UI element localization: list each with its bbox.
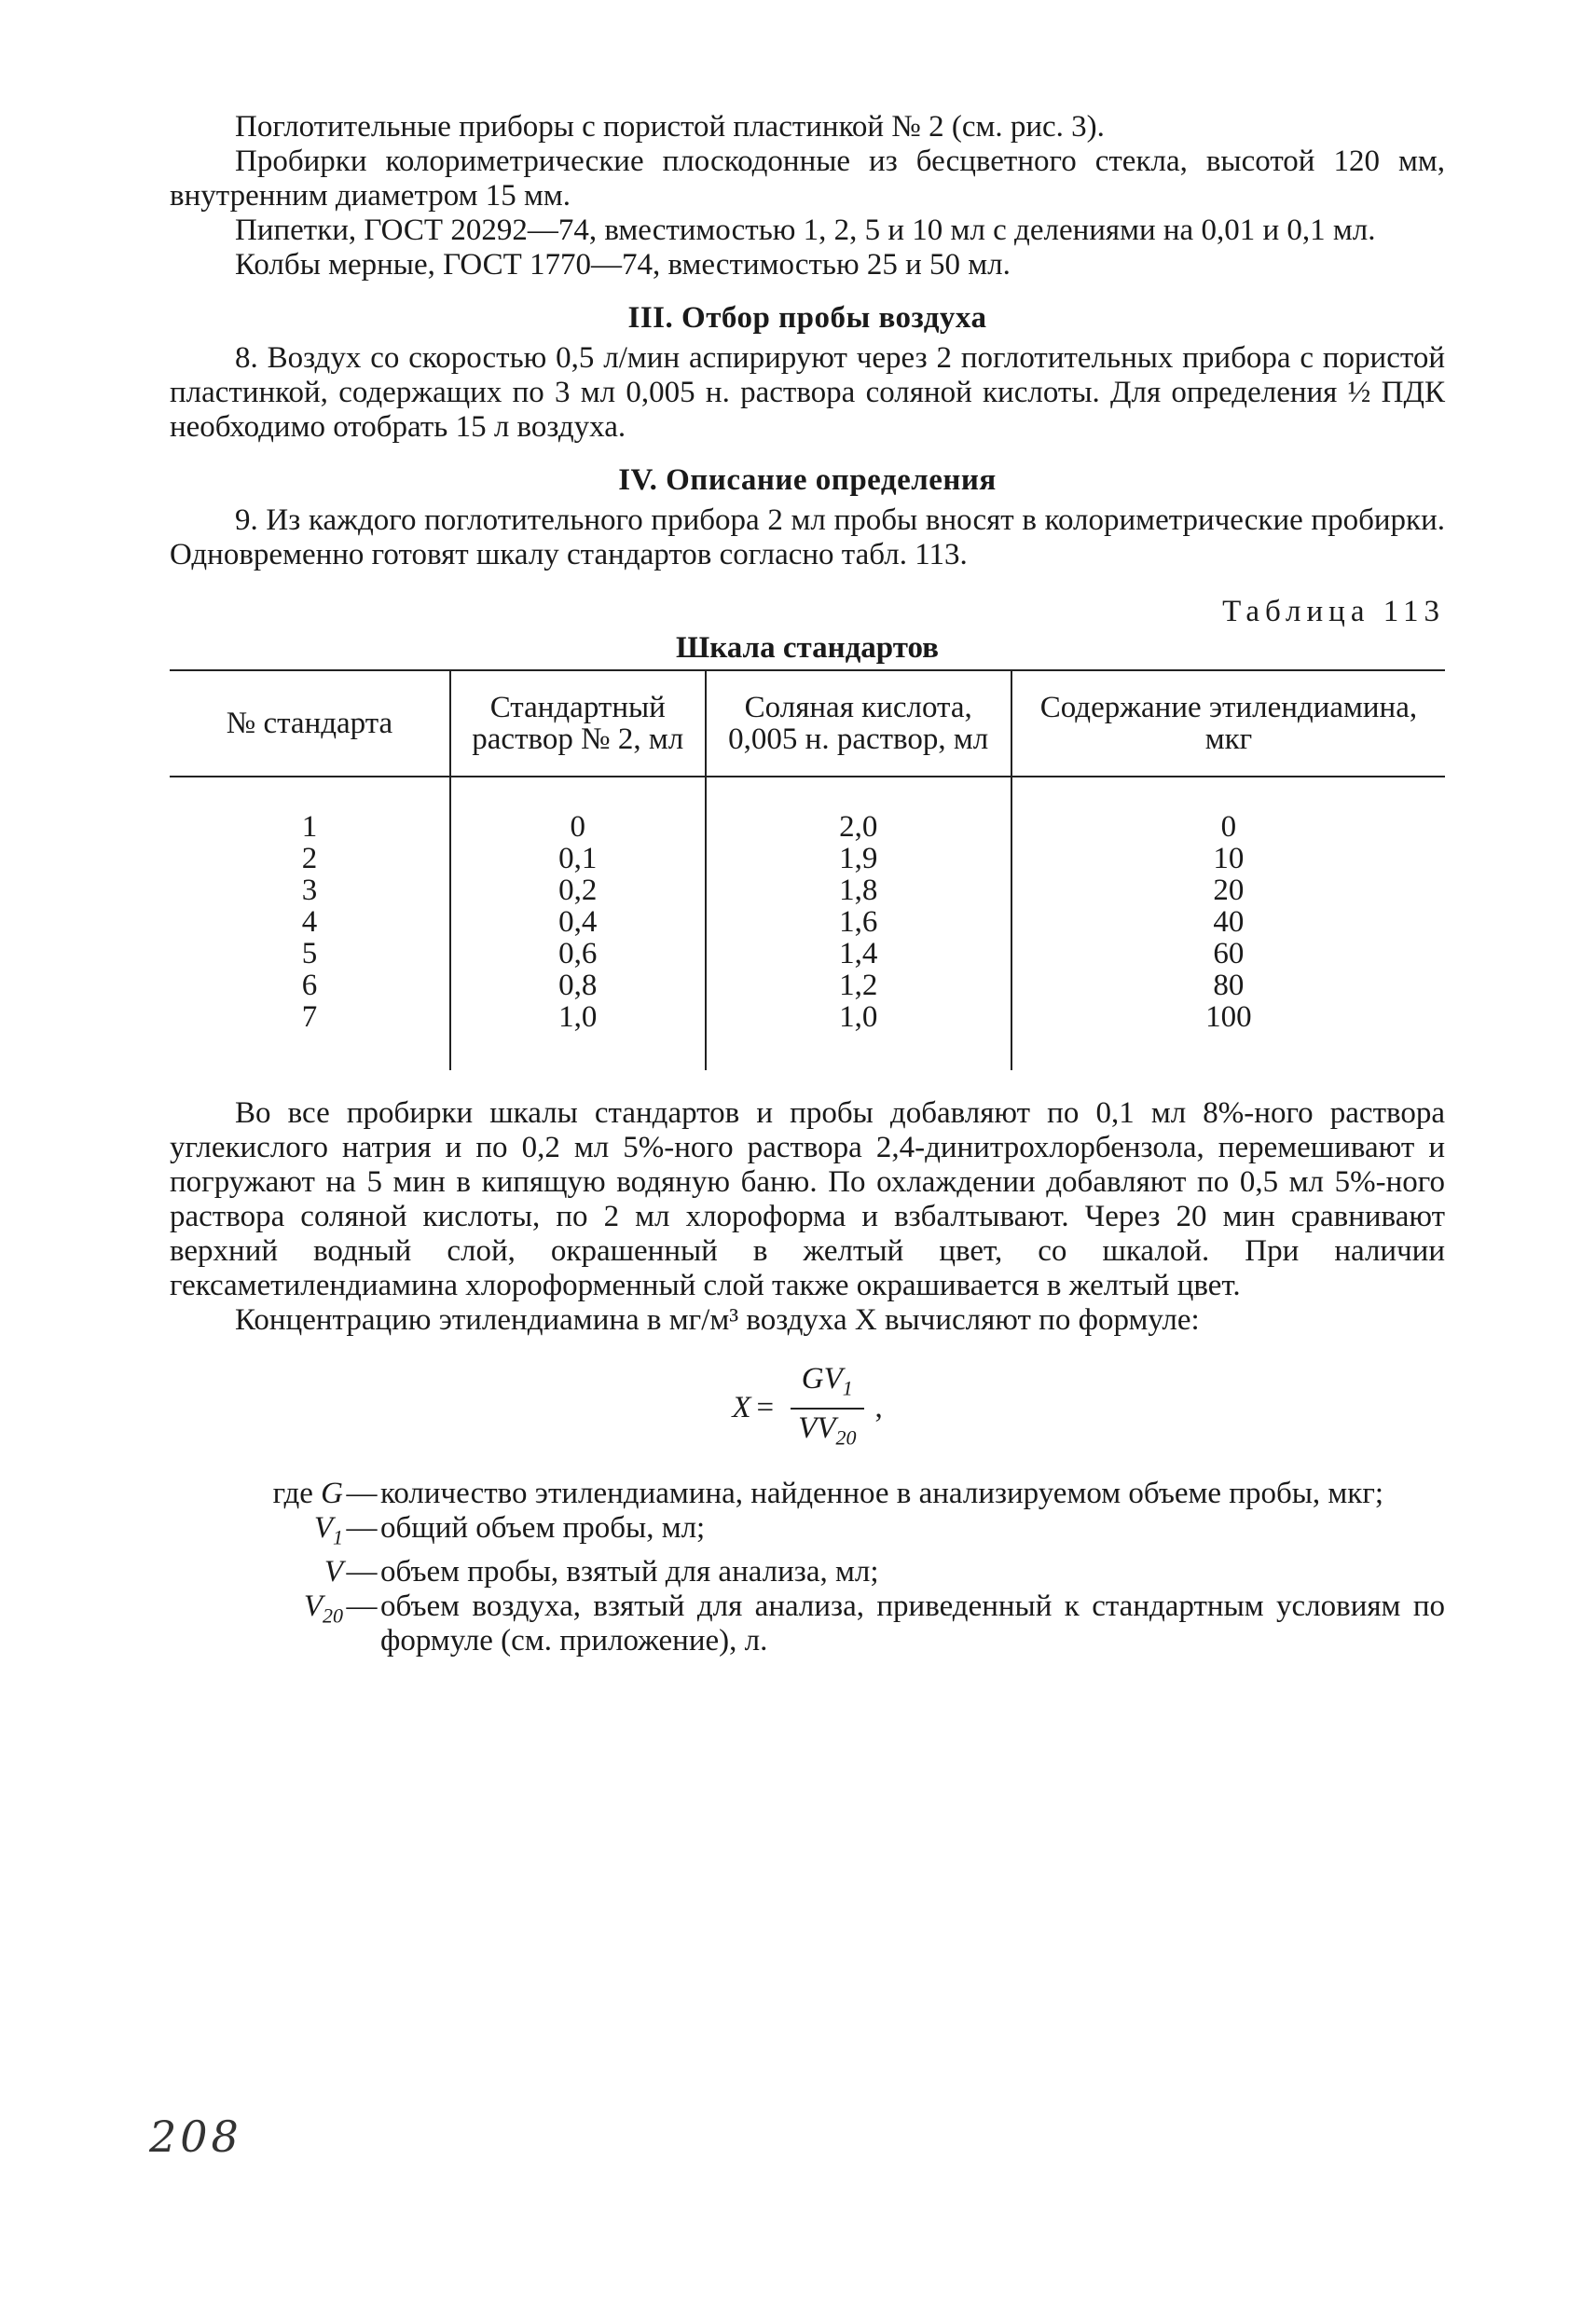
table-cell: 0,6 [450,938,706,970]
table-cell: 1,6 [706,906,1011,938]
formula-equals: = [756,1391,775,1425]
denominator-subscript: 20 [835,1425,857,1450]
table-cell: 0,4 [450,906,706,938]
table-cell: 5 [301,937,318,970]
method-paragraph: Во все пробирки шкалы стандартов и пробы добавляют по 0,1 мл 8%-ного раствора углекислого натрия и по 0,2 мл 5%-ного раствора 2,4-динитрохлорбензола, перемешивают и погружают на 5 мин в кипящую водяную баню. По охлаждении добавляют по 0,5 мл 5%-ного раствора соляной кислоты, по 2 мл хлороформа и взбалтывают. Через 20 мин сравнивают верхний водный слой, окрашенный в желтый цвет, со шкалой. При наличии гексаметилендиамина хлороформенный слой также окрашивается в желтый цвет. [170,1096,1445,1302]
intro-paragraph: Пипетки, ГОСТ 20292—74, вместимостью 1, 2, 5 и 10 мл с делениями на 0,01 и 0,1 мл. [235,213,1376,247]
document-page [170,110,1445,1658]
handwritten-page-number: 208 [149,2112,242,2162]
symbol-text: G [321,1477,343,1511]
table-caption: Таблица 113 [1222,595,1445,628]
table-spacer [170,777,1445,811]
formula-lhs: X [732,1391,751,1425]
table-cell: 1,4 [706,938,1011,970]
definition-symbol [170,1555,343,1589]
table-cell: 0,8 [450,970,706,1001]
definition-text: объем пробы, взятый для анализа, мл; [380,1554,879,1589]
intro-paragraph: Пробирки колориметрические плоскодонные из бесцветного стекла, высотой 120 мм, внутренним диаметром 15 мм. [170,144,1445,213]
table-cell: 0,1 [450,843,706,874]
definition-dash: — [346,1511,378,1546]
table-cell: 10 [1011,843,1445,874]
table-row [170,843,1445,874]
definition-row [170,1511,1445,1555]
definition-text: общий объем пробы, мл; [380,1511,706,1546]
table-cell: 1 [301,810,318,844]
table-cell: 1,0 [706,1001,1011,1070]
section-heading: IV. Описание определения [618,463,997,497]
table-cell: 2,0 [706,811,1011,843]
definition-row [170,1555,1445,1589]
symbol-subscript: 1 [333,1525,343,1549]
table-cell: 2 [301,842,318,875]
table-title: Шкала стандартов [676,631,939,665]
formula-numerator [791,1362,864,1410]
definition-row [170,1589,1445,1658]
table-row [170,970,1445,1001]
formula-intro: Концентрацию этилендиамина в мг/м³ воздуха X вычисляют по формуле: [235,1303,1200,1337]
standards-table [170,669,1445,1070]
denominator-text: VV [798,1410,836,1445]
table-row [170,811,1445,843]
table-cell: 60 [1011,938,1445,970]
table-row [170,938,1445,970]
formula-denominator [787,1410,867,1455]
symbol-text: V [303,1589,323,1623]
table-cell: 80 [1011,970,1445,1001]
table-row [170,906,1445,938]
definition-row [170,1477,1445,1511]
symbol-subscript: 20 [323,1603,343,1628]
table-cell: 40 [1011,906,1445,938]
intro-paragraph: Колбы мерные, ГОСТ 1770—74, вместимостью 25 и 50 мл. [235,248,1011,282]
definition-symbol [170,1589,343,1658]
definition-symbol [170,1477,343,1511]
table-cell: 20 [1011,874,1445,906]
where-lead: где [272,1477,313,1511]
symbol-text: V [313,1511,333,1546]
section-heading: III. Отбор пробы воздуха [627,301,987,335]
definition-text: количество этилендиамина, найденное в анализируемом объеме пробы, мкг; [380,1477,1384,1511]
definition-dash: — [346,1589,378,1623]
table-cell: 1,9 [706,843,1011,874]
section-paragraph: 8. Воздух со скоростью 0,5 л/мин аспирируют через 2 поглотительных прибора с пористой пластинкой, содержащих по 3 мл 0,005 н. раствора соляной кислоты. Для определения ½ ПДК необходимо отобрать 15 л воздуха. [170,341,1445,444]
column-header: Соляная кислота, 0,005 н. раствор, мл [706,670,1011,777]
table-cell: 4 [301,905,318,939]
section-paragraph: 9. Из каждого поглотительного прибора 2 мл пробы вносят в колориметрические пробирки. Одновременно готовят шкалу стандартов согласно табл. 113. [170,503,1445,571]
formula-fraction [787,1362,867,1454]
column-header: Стандартный раствор № 2, мл [450,670,706,777]
definition-text: объем воздуха, взятый для анализа, приведенный к стандартным условиям по формуле (см. приложение), л. [380,1589,1445,1658]
formula [170,1362,1445,1454]
table-cell: 3 [301,874,318,907]
variable-definitions [170,1477,1445,1658]
table-row [170,1001,1445,1070]
table-cell: 100 [1011,1001,1445,1070]
table-cell: 0 [1011,811,1445,843]
table-cell: 0,2 [450,874,706,906]
table-cell: 1,2 [706,970,1011,1001]
definition-symbol [170,1511,343,1555]
numerator-text: GV [801,1362,843,1396]
table-cell: 1,8 [706,874,1011,906]
table-cell: 7 [301,1000,318,1034]
numerator-subscript: 1 [842,1376,853,1400]
intro-paragraph: Поглотительные приборы с пористой пластинкой № 2 (см. рис. 3). [235,110,1105,144]
table-header-row [170,670,1445,777]
table-cell: 1,0 [450,1001,706,1070]
definition-dash: — [346,1554,378,1589]
formula-trail: , [874,1391,883,1425]
column-header: № стандарта [170,670,450,777]
symbol-text: V [323,1554,343,1589]
column-header: Содержание этилендиамина, мкг [1011,670,1445,777]
table-row [170,874,1445,906]
table-cell: 6 [301,969,318,1002]
table-cell: 0 [450,811,706,843]
definition-dash: — [346,1477,378,1511]
